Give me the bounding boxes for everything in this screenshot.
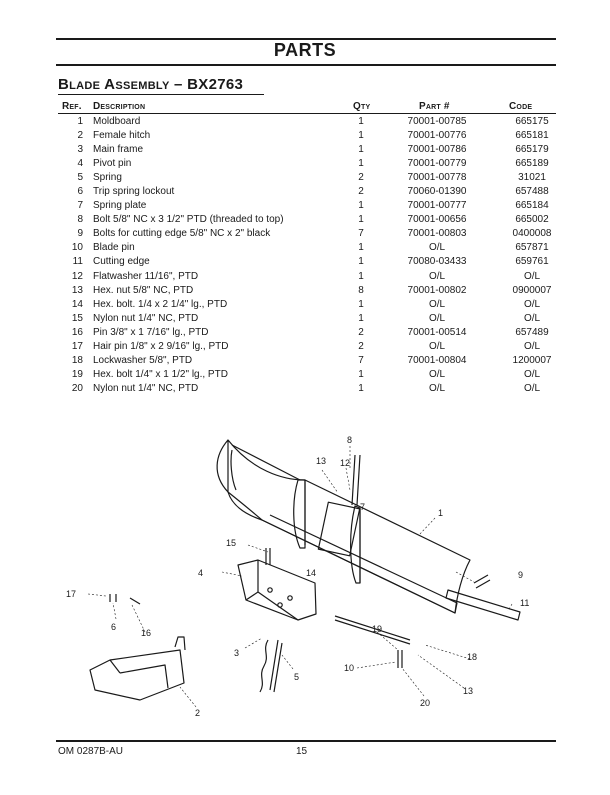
cell-qty: 2 bbox=[358, 341, 364, 353]
cell-ref: 1 bbox=[77, 115, 83, 127]
cell-description: Spring bbox=[93, 171, 122, 183]
cell-ref: 10 bbox=[71, 242, 83, 254]
parts-table bbox=[58, 114, 566, 396]
cell-code: 657488 bbox=[515, 186, 549, 198]
cell-code: O/L bbox=[523, 298, 541, 310]
callout-9: 9 bbox=[518, 570, 524, 580]
cell-description: Hex. bolt. 1/4 x 2 1/4" lg., PTD bbox=[93, 298, 228, 310]
cell-part: O/L bbox=[428, 242, 446, 254]
callout-20: 20 bbox=[420, 698, 431, 708]
cell-part: 70001-00802 bbox=[407, 284, 467, 296]
cell-part: 70060-01390 bbox=[407, 186, 467, 198]
cell-code: O/L bbox=[523, 312, 541, 324]
cell-part: 70001-00656 bbox=[407, 214, 467, 226]
cell-qty: 1 bbox=[358, 298, 364, 310]
cell-ref: 6 bbox=[77, 186, 83, 198]
callout-13-lower: 13 bbox=[463, 686, 474, 696]
cell-code: 0900007 bbox=[512, 284, 552, 296]
callout-13-upper: 13 bbox=[316, 456, 327, 466]
cell-ref: 11 bbox=[72, 256, 83, 268]
cell-ref: 4 bbox=[77, 157, 83, 169]
col-header-qty: Qty bbox=[353, 101, 371, 112]
cell-description: Blade pin bbox=[93, 242, 135, 254]
cell-description: Hex. nut 5/8" NC, PTD bbox=[93, 284, 194, 296]
cell-code: O/L bbox=[523, 270, 541, 282]
callout-2: 2 bbox=[195, 708, 201, 718]
callout-6: 6 bbox=[111, 622, 117, 632]
table-row bbox=[58, 382, 566, 396]
table-row bbox=[58, 184, 566, 198]
cell-qty: 1 bbox=[358, 383, 364, 395]
callout-8: 8 bbox=[347, 435, 353, 445]
cell-description: Spring plate bbox=[93, 200, 147, 212]
cell-description: Pin 3/8" x 1 7/16" lg., PTD bbox=[93, 326, 209, 338]
table-row bbox=[58, 114, 566, 128]
cell-code: 659761 bbox=[515, 256, 549, 268]
callout-10: 10 bbox=[344, 663, 355, 673]
cell-ref: 2 bbox=[77, 129, 83, 141]
cell-qty: 2 bbox=[358, 186, 364, 198]
cell-code: 657489 bbox=[515, 326, 549, 338]
callout-18: 18 bbox=[467, 652, 478, 662]
callout-12: 12 bbox=[340, 458, 351, 468]
callout-3: 3 bbox=[234, 648, 240, 658]
cell-ref: 20 bbox=[71, 383, 83, 395]
main-frame-shape bbox=[238, 548, 316, 620]
cell-part: O/L bbox=[428, 298, 446, 310]
cell-qty: 1 bbox=[358, 312, 364, 324]
table-row bbox=[58, 142, 566, 156]
cell-part: 70001-00777 bbox=[407, 200, 467, 212]
cell-part: 70001-00786 bbox=[407, 143, 467, 155]
cell-qty: 1 bbox=[358, 214, 364, 226]
cell-description: Bolt 5/8" NC x 3 1/2" PTD (threaded to top) bbox=[93, 214, 284, 226]
callout-4: 4 bbox=[198, 568, 204, 578]
cell-part: 70001-00804 bbox=[407, 355, 467, 367]
cell-part: O/L bbox=[428, 369, 446, 381]
cell-description: Female hitch bbox=[93, 129, 151, 141]
callout-15: 15 bbox=[226, 538, 237, 548]
cell-qty: 8 bbox=[358, 284, 364, 296]
cell-qty: 1 bbox=[358, 256, 364, 268]
col-header-code: Code bbox=[509, 101, 533, 112]
cell-part: 70001-00776 bbox=[407, 129, 467, 141]
cell-code: 665179 bbox=[515, 143, 549, 155]
callout-11: 11 bbox=[520, 598, 530, 608]
cell-ref: 19 bbox=[71, 369, 83, 381]
callout-14: 14 bbox=[306, 568, 317, 578]
parts-table-body bbox=[58, 114, 566, 396]
spring-shape bbox=[260, 640, 282, 692]
cell-qty: 1 bbox=[358, 129, 364, 141]
table-row bbox=[58, 340, 566, 354]
cell-part: O/L bbox=[428, 312, 446, 324]
cell-part: 70001-00778 bbox=[407, 171, 467, 183]
cell-code: 657871 bbox=[515, 242, 549, 254]
cell-ref: 5 bbox=[77, 171, 83, 183]
cell-code: 1200007 bbox=[512, 355, 552, 367]
footer-page-number: 15 bbox=[296, 746, 308, 757]
cell-ref: 12 bbox=[71, 270, 83, 282]
table-row bbox=[58, 227, 566, 241]
table-row bbox=[58, 269, 566, 283]
col-header-description: Description bbox=[93, 101, 146, 112]
cell-ref: 14 bbox=[71, 298, 83, 310]
callout-7: 7 bbox=[360, 502, 366, 512]
callout-19: 19 bbox=[372, 624, 383, 634]
cell-part: 70080-03433 bbox=[407, 256, 467, 268]
cell-description: Main frame bbox=[93, 143, 144, 155]
blade-assembly-diagram bbox=[0, 420, 610, 720]
table-row bbox=[58, 156, 566, 170]
section-title: Blade Assembly – BX2763 bbox=[58, 76, 244, 93]
cell-qty: 1 bbox=[358, 157, 364, 169]
cell-description: Cutting edge bbox=[93, 256, 150, 268]
cell-code: O/L bbox=[523, 383, 541, 395]
cell-description: Bolts for cutting edge 5/8" NC x 2" black bbox=[93, 228, 271, 240]
table-row bbox=[58, 199, 566, 213]
cell-qty: 1 bbox=[358, 143, 364, 155]
cell-ref: 9 bbox=[77, 228, 83, 240]
cell-ref: 16 bbox=[71, 326, 83, 338]
bolt-shapes bbox=[110, 455, 490, 668]
table-row bbox=[58, 311, 566, 325]
callout-5: 5 bbox=[294, 672, 300, 682]
callout-1: 1 bbox=[438, 508, 444, 518]
cell-qty: 7 bbox=[358, 355, 364, 367]
cell-ref: 18 bbox=[71, 355, 83, 367]
cell-description: Flatwasher 11/16", PTD bbox=[93, 270, 199, 282]
table-row bbox=[58, 128, 566, 142]
cell-qty: 7 bbox=[358, 228, 364, 240]
cell-description: Hex. bolt 1/4" x 1 1/2" lg., PTD bbox=[93, 369, 228, 381]
cell-ref: 15 bbox=[71, 312, 83, 324]
callout-16: 16 bbox=[141, 628, 152, 638]
cell-part: 70001-00779 bbox=[407, 157, 467, 169]
cell-part: O/L bbox=[428, 383, 446, 395]
cell-code: 665002 bbox=[515, 214, 549, 226]
table-row bbox=[58, 170, 566, 184]
cell-description: Moldboard bbox=[93, 115, 141, 127]
cell-qty: 2 bbox=[358, 171, 364, 183]
cell-ref: 3 bbox=[77, 143, 83, 155]
cell-part: 70001-00785 bbox=[407, 115, 467, 127]
table-row bbox=[58, 283, 566, 297]
cell-qty: 2 bbox=[358, 326, 364, 338]
cell-qty: 1 bbox=[358, 270, 364, 282]
table-row bbox=[58, 325, 566, 339]
cell-code: 665184 bbox=[515, 200, 549, 212]
cell-qty: 1 bbox=[358, 242, 364, 254]
cell-description: Pivot pin bbox=[93, 157, 132, 169]
cell-part: 70001-00514 bbox=[407, 326, 467, 338]
cell-part: 70001-00803 bbox=[407, 228, 467, 240]
callout-17: 17 bbox=[66, 589, 77, 599]
cell-description: Nylon nut 1/4" NC, PTD bbox=[93, 383, 199, 395]
cell-qty: 1 bbox=[358, 369, 364, 381]
cell-part: O/L bbox=[428, 270, 446, 282]
col-header-part: Part # bbox=[419, 101, 450, 112]
table-row bbox=[58, 297, 566, 311]
cell-description: Nylon nut 1/4" NC, PTD bbox=[93, 312, 199, 324]
footer-rule bbox=[56, 740, 556, 742]
cell-code: 31021 bbox=[518, 171, 546, 183]
cell-code: 665175 bbox=[515, 115, 549, 127]
cell-description: Trip spring lockout bbox=[93, 186, 175, 198]
cell-qty: 1 bbox=[358, 200, 364, 212]
col-header-ref: Ref. bbox=[62, 101, 82, 112]
cell-ref: 8 bbox=[77, 214, 83, 226]
cell-code: O/L bbox=[523, 369, 541, 381]
cell-code: 665189 bbox=[515, 157, 549, 169]
cell-qty: 1 bbox=[358, 115, 364, 127]
cell-description: Lockwasher 5/8", PTD bbox=[93, 355, 193, 367]
table-row bbox=[58, 255, 566, 269]
page-title: PARTS bbox=[273, 40, 337, 60]
cell-code: 0400008 bbox=[512, 228, 552, 240]
section-underline bbox=[58, 94, 264, 95]
cell-ref: 7 bbox=[77, 200, 83, 212]
table-row bbox=[58, 213, 566, 227]
cell-code: 665181 bbox=[515, 129, 549, 141]
cell-ref: 13 bbox=[71, 284, 83, 296]
table-row bbox=[58, 241, 566, 255]
cell-ref: 17 bbox=[71, 341, 83, 353]
hitch-shape bbox=[90, 637, 185, 700]
footer-doc-code: OM 0287B-AU bbox=[58, 746, 124, 757]
cell-description: Hair pin 1/8" x 2 9/16" lg., PTD bbox=[93, 341, 229, 353]
table-row bbox=[58, 368, 566, 382]
cell-code: O/L bbox=[523, 341, 541, 353]
table-row bbox=[58, 354, 566, 368]
cell-part: O/L bbox=[428, 341, 446, 353]
title-underline bbox=[56, 64, 556, 66]
